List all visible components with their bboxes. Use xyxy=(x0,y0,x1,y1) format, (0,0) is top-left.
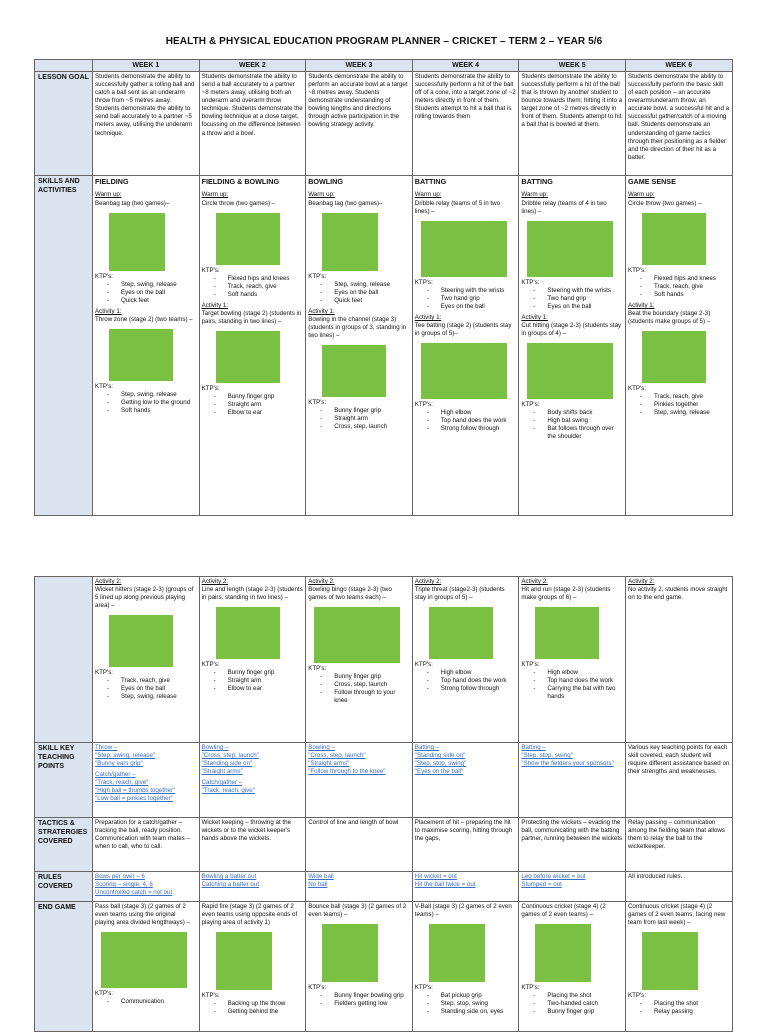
activity-diagram xyxy=(642,331,706,383)
ktp-item: - Communication xyxy=(121,998,197,1006)
ktp-item: - Two hand grip xyxy=(441,295,517,303)
ktp-item: - Quick feet xyxy=(121,297,197,305)
ktp-item: - Eyes on the ball xyxy=(121,685,197,693)
rules-cell xyxy=(519,872,626,902)
ktp-item: - Two hand grip xyxy=(547,295,623,303)
ktp-list xyxy=(628,393,730,417)
rules-cell xyxy=(306,872,413,902)
activity2-cell xyxy=(625,577,732,743)
end-game-cell xyxy=(625,902,732,1032)
skill-point: "Eyes on the ball" xyxy=(414,768,464,776)
activity-diagram xyxy=(216,331,280,383)
rules-cell xyxy=(625,872,732,902)
skills-cell xyxy=(306,176,413,516)
rule-item: Hit the ball twice = out xyxy=(414,881,476,889)
rules-cell xyxy=(412,872,519,902)
ktp-item: - Standing side on, eyes xyxy=(441,1008,517,1016)
ktp-label: KTP's: xyxy=(95,272,114,280)
ktp-item: - Straight arm xyxy=(334,415,410,423)
warmup-diagram xyxy=(421,221,507,277)
ktp-label: KTP's: xyxy=(201,661,220,669)
ktp-item: - Two-handed catch xyxy=(547,1000,623,1008)
ktp-item: - Track, reach, give xyxy=(228,283,304,291)
ktp-item: - Bunny finger grip xyxy=(228,669,304,677)
activity-text: Tee batting (stage 2) (students stay in groups of 5)– xyxy=(414,321,512,338)
ktp-label: KTP's: xyxy=(308,665,327,673)
activity-text: Bowling in the channel (stage 3) (students in groups of 3, standing in two lines) – xyxy=(308,315,407,340)
week-header: WEEK 6 xyxy=(625,60,732,72)
ktp-item: - High elbow xyxy=(441,409,517,417)
end-game-text: Rapid fire (stage 3) (2 games of 2 even teams using opposite ends of playing area of activity 1) xyxy=(201,903,298,927)
row-label-lesson-goal: LESSON GOAL xyxy=(35,72,93,176)
skill-point: "Standing side on" xyxy=(414,752,466,760)
activity-heading: GAME SENSE xyxy=(627,177,676,187)
ktp-label: KTP's: xyxy=(95,382,114,390)
ktp-list xyxy=(308,281,410,305)
ktp-list xyxy=(308,992,410,1008)
warmup-text: Circle throw (two games) – xyxy=(201,199,276,207)
ktp-item: - Step, swing, release xyxy=(121,693,197,701)
ktp-list xyxy=(521,669,623,701)
warmup-text: Circle throw (two games) – xyxy=(627,199,702,207)
week-header: WEEK 4 xyxy=(412,60,519,72)
activity-label: Activity 2: xyxy=(627,578,655,585)
ktp-list xyxy=(202,393,304,417)
ktp-list xyxy=(95,677,197,701)
ktp-item: - Bunny finger grip xyxy=(334,407,410,415)
ktp-list xyxy=(521,409,623,441)
ktp-item: - Eyes on the ball xyxy=(441,303,517,311)
row-label-tactics: TACTICS & STRATERGIES COVERED xyxy=(35,818,93,872)
ktp-label: KTP's: xyxy=(521,984,540,992)
rule-item: Uncontrolled catch = not out xyxy=(95,889,173,897)
ktp-item: - Elbow to ear xyxy=(228,685,304,693)
rule-item: Leg before wicket = out xyxy=(521,873,586,880)
ktp-list xyxy=(521,287,623,311)
ktp-list xyxy=(415,669,517,693)
skill-point: "Bunny ears grip" xyxy=(95,760,143,768)
ktp-label: KTP's: xyxy=(201,385,220,393)
ktp-item: - Track, reach, give xyxy=(654,393,730,401)
ktp-item: - Steering with the wrists xyxy=(441,287,517,295)
ktp-item: - Getting behind the xyxy=(228,1008,304,1016)
activity-heading: BATTING xyxy=(414,177,447,187)
ktp-item: - Step, swing, release xyxy=(654,409,730,417)
ktp-item: - Flexed hips and knees xyxy=(228,275,304,283)
activity2-diagram xyxy=(216,607,280,659)
warmup-diagram xyxy=(642,213,706,265)
week-header: WEEK 2 xyxy=(199,60,306,72)
ktp-label: KTP's: xyxy=(627,266,646,274)
skills-cell xyxy=(93,176,200,516)
end-game-text: Continuous cricket (stage 4) (2 games of 2 even teams, facing new team from last week) – xyxy=(627,903,726,927)
ktp-list xyxy=(415,287,517,311)
rule-item: Bowling a batter out xyxy=(201,873,257,880)
ktp-list xyxy=(628,1000,730,1016)
ktp-list xyxy=(202,1000,304,1016)
skill-point: "Straight arms" xyxy=(308,760,350,768)
ktp-label: KTP's: xyxy=(414,278,433,286)
ktp-item: - High elbow xyxy=(441,669,517,677)
ktp-item: - Quick feet xyxy=(334,297,410,305)
rule-item: No ball xyxy=(308,881,328,889)
ktp-item: - Eyes on the ball xyxy=(547,303,623,311)
skill-point: "Show the fielders your sponsors" xyxy=(521,760,614,768)
rule-item: Wide ball xyxy=(308,873,334,880)
ktp-list xyxy=(415,992,517,1016)
row-label-blank xyxy=(35,577,93,743)
ktp-item: - Flexed hips and knees xyxy=(654,275,730,283)
lesson-goal-cell: Students demonstrate the ability to perform an accurate bowl at a target ~8 metres away. Students demonstrate understanding of bowling lengths and directions through active participation in the bowling strategy activity. xyxy=(306,72,413,176)
ktp-item: - Step, swing, release xyxy=(121,281,197,289)
tactics-cell: Preparation for a catch/gather – tracking the ball, ready position. Communication with team mates – when to call, who to call. xyxy=(93,818,200,872)
end-game-cell xyxy=(93,902,200,1032)
ktp-list xyxy=(628,275,730,299)
planner-table-top xyxy=(34,59,733,516)
activity-diagram xyxy=(322,345,386,397)
row-label-end-game: END GAME xyxy=(35,902,93,1032)
activity-heading: FIELDING & BOWLING xyxy=(201,177,280,187)
activity-heading: BATTING xyxy=(521,177,553,187)
lesson-goal-cell: Students demonstrate the ability to successfully perform a hit of the ball that is thrown by another student to bounce towards them; hitting it into a target zone of ~2 metres directly in front of them. Students attempt to hit a ball that is bowled at them. xyxy=(519,72,626,176)
ktp-label: KTP's: xyxy=(201,266,220,274)
tactics-cell: Relay passing – communication among the fielding team that allows them to relay the ball to the wicketkeeper. xyxy=(625,818,732,872)
warmup-text: Beanbag tag (two games)– xyxy=(95,199,170,207)
ktp-label: KTP's: xyxy=(414,984,433,992)
warmup-diagram xyxy=(527,221,613,277)
ktp-label: KTP's: xyxy=(414,661,433,669)
lesson-goal-cell: Students demonstrate the ability to successfully perform a hit of the ball off of a cone, into a target zone of ~2 meters directly in front of them. Students attempt to hit a ball that is rolling towards them xyxy=(412,72,519,176)
ktp-item: - Top hand does the work xyxy=(441,677,517,685)
activity2-diagram xyxy=(429,607,493,659)
rule-item: Catching a batter out xyxy=(201,881,260,889)
tactics-cell: Protecting the wickets – evading the ball, communicating with the batting partner, running between the wickets xyxy=(519,818,626,872)
rule-item: Scoring – single, 4, 6 xyxy=(95,881,153,889)
ktp-list xyxy=(308,673,410,705)
skill-points-heading: Catch/gather – xyxy=(201,779,243,787)
ktp-item: - Backing up the throw xyxy=(228,1000,304,1008)
skill-points-heading: Bowling – xyxy=(308,744,336,751)
skill-points-row xyxy=(35,743,733,818)
ktp-item: - Step, stop, swing xyxy=(441,1000,517,1008)
ktp-item: - Body shifts back xyxy=(547,409,623,417)
activity-label: Activity 1: xyxy=(308,307,335,315)
ktp-item: - High elbow xyxy=(547,669,623,677)
ktp-list xyxy=(95,391,197,415)
skill-points-cell xyxy=(625,743,732,818)
skill-points-heading: Bowling – xyxy=(201,744,229,751)
end-game-text: Bounce ball (stage 3) (2 games of 2 even teams) – xyxy=(308,903,407,919)
ktp-item: - Top hand does the work xyxy=(441,417,517,425)
skills-row xyxy=(35,176,733,516)
ktp-label: KTP's: xyxy=(414,401,433,409)
week-header: WEEK 5 xyxy=(519,60,626,72)
end-game-cell xyxy=(519,902,626,1032)
skills-cell xyxy=(412,176,519,516)
tactics-row xyxy=(35,818,733,872)
skill-points-cell xyxy=(199,743,306,818)
ktp-item: - Cross, step, launch xyxy=(334,423,410,431)
rules-row xyxy=(35,872,733,902)
activity-text: Throw zone (stage 2) (two teams) – xyxy=(95,315,193,323)
ktp-item: - Steering with the wrists xyxy=(547,287,623,295)
warmup-label: Warm up: xyxy=(95,191,122,199)
ktp-list xyxy=(415,409,517,433)
skill-points-cell xyxy=(306,743,413,818)
row-label-skill-points: SKILL KEY TEACHING POINTS xyxy=(35,743,93,818)
ktp-item: - High bat swing xyxy=(547,417,623,425)
activity-label: Activity 1: xyxy=(521,313,548,321)
activity-label: Activity 1: xyxy=(414,313,442,321)
ktp-item: - Bunny finger grip xyxy=(228,393,304,401)
ktp-item: - Bat pickup grip xyxy=(441,992,517,1000)
ktp-list xyxy=(521,992,623,1016)
skill-points-heading: Catch/gather – xyxy=(95,771,136,779)
warmup-text: Beanbag tag (two games)– xyxy=(308,199,383,207)
planner-table-bottom xyxy=(34,576,733,1032)
activity-heading: BOWLING xyxy=(308,177,343,187)
row-label-rules: RULES COVERED xyxy=(35,872,93,902)
end-game-diagram xyxy=(642,932,698,990)
ktp-item: - Cross, step, launch xyxy=(334,681,410,689)
ktp-item: - Track, reach, give xyxy=(121,677,197,685)
activity2-row xyxy=(35,577,733,743)
warmup-label: Warm up: xyxy=(201,191,229,199)
ktp-item: - Soft hands xyxy=(228,291,304,299)
ktp-item: - Top hand does the work xyxy=(547,677,623,685)
skill-points-cell xyxy=(519,743,626,818)
ktp-list xyxy=(308,407,410,431)
activity-text: Bowling bingo (stage 2-3) (two games of two teams each) – xyxy=(308,586,392,602)
end-game-cell xyxy=(412,902,519,1032)
ktp-item: - Step, swing, release xyxy=(121,391,197,399)
activity-diagram xyxy=(421,343,507,399)
activity-text: Hit and run (stage 2-3) (students make groups of 6) – xyxy=(521,586,611,602)
warmup-diagram xyxy=(216,213,280,265)
rule-item: All introduced rules. xyxy=(627,873,683,880)
skill-point: "Standing side on" xyxy=(201,760,253,768)
lesson-goal-cell: Students demonstrate the ability to send a ball accurately to a partner ~8 meters away, utilising both an underarm and overarm throw technique. Students demonstrate the bowling technique at a close target, focussing on the difference between a throw and a bowl. xyxy=(199,72,306,176)
ktp-item: - Eyes on the ball xyxy=(121,289,197,297)
skill-point: "Step, swing, release" xyxy=(95,752,156,760)
ktp-label: KTP's: xyxy=(308,272,327,280)
ktp-item: - Pinkies together xyxy=(654,401,730,409)
ktp-item: - Soft hands xyxy=(121,407,197,415)
lesson-goal-cell: Students demonstrate the ability to successfully perform the basic skill of each position – an accurate overarm/underarm throw, an accurate bowl, a successful hit and a successful gather/catch of a moving ball. Students demonstrate an understanding of game tactics through their positioning as a fielder and the direction of their hit as a batter. xyxy=(625,72,732,176)
end-game-diagram xyxy=(101,932,187,988)
ktp-label: KTP's: xyxy=(627,385,646,393)
skills-cell xyxy=(625,176,732,516)
ktp-label: KTP's: xyxy=(308,984,327,992)
ktp-list xyxy=(202,275,304,299)
end-game-cell xyxy=(306,902,413,1032)
tactics-cell: Wicket keeping – throwing at the wickets or to the wicket keeper's hands above the wickets. xyxy=(199,818,306,872)
ktp-item: - Elbow to ear xyxy=(228,409,304,417)
ktp-list xyxy=(202,669,304,693)
activity-text: Triple threat (stage2-3) (students stay in groups of 5) – xyxy=(414,586,505,602)
tactics-cell: Placement of hit – preparing the hit to maximise scoring, hitting through the gaps, xyxy=(412,818,519,872)
end-game-text: V-Ball (stage 3) (2 games of 2 even teams) – xyxy=(414,903,512,919)
activity-diagram xyxy=(109,329,173,381)
skill-point: "High ball = thumbs together" xyxy=(95,787,176,795)
warmup-label: Warm up: xyxy=(414,191,442,199)
ktp-item: - Relay passing xyxy=(654,1008,730,1016)
activity-heading: FIELDING xyxy=(95,177,129,187)
rule-item: Bows per over – 6 xyxy=(95,873,145,880)
activity2-cell xyxy=(306,577,413,743)
rules-cell xyxy=(93,872,200,902)
ktp-label: KTP's: xyxy=(521,278,540,286)
activity2-cell xyxy=(93,577,200,743)
skill-point: "Step, stop, swing" xyxy=(521,752,573,760)
warmup-diagram xyxy=(109,213,165,271)
skill-points-text: Various key teaching points for each skill covered, each student will require different assistance based on their strengths and weaknesses. xyxy=(627,744,730,776)
end-game-diagram xyxy=(429,924,485,982)
activity-label: Activity 2: xyxy=(95,578,122,585)
end-game-row xyxy=(35,902,733,1032)
skill-point: "Track, reach, give" xyxy=(201,787,255,795)
skill-points-cell xyxy=(412,743,519,818)
activity-label: Activity 2: xyxy=(521,578,548,585)
rule-item: Stumped = out xyxy=(521,881,562,889)
ktp-label: KTP's: xyxy=(627,992,646,1000)
activity2-cell xyxy=(412,577,519,743)
skill-points-heading: Batting – xyxy=(414,744,440,751)
activity-text: No activity 2, students move straight on to the end game. xyxy=(627,586,728,602)
ktp-item: - Placing the shot xyxy=(547,992,623,1000)
activity-text: Target bowling (stage 2) (students in pairs, standing in two lines) – xyxy=(201,309,302,325)
end-game-diagram xyxy=(216,932,272,990)
activity2-diagram xyxy=(109,615,173,667)
ktp-item: - Strong follow through xyxy=(441,425,517,433)
rule-item: Hit wicket = out xyxy=(414,873,457,880)
row-label-skills: SKILLS AND ACTIVITIES xyxy=(35,176,93,516)
skill-points-heading: Throw – xyxy=(95,744,118,751)
ktp-item: - Getting low to the ground xyxy=(121,399,197,407)
skill-point: "Cross, step, launch" xyxy=(308,752,366,760)
warmup-text: Dribble relay (teams of 5 in two lines) – xyxy=(414,199,501,215)
ktp-item: - Follow through to your knee xyxy=(334,689,410,705)
warmup-diagram xyxy=(322,213,378,271)
ktp-item: - Bunny finger bowling grip xyxy=(334,992,410,1000)
ktp-item: - Step, swing, release xyxy=(334,281,410,289)
activity-label: Activity 2: xyxy=(308,578,335,585)
ktp-list xyxy=(95,998,197,1006)
ktp-item: - Bunny finger grip xyxy=(334,673,410,681)
corner-cell xyxy=(35,60,93,72)
activity-text: Wicket hitters (stage 2-3) (groups of 5 lined up along previous playing area) – xyxy=(95,586,194,610)
skill-point: "Track, reach, give" xyxy=(95,779,149,787)
activity-diagram xyxy=(527,343,613,399)
skill-point: "Follow through to the knee" xyxy=(308,768,386,776)
activity2-cell xyxy=(519,577,626,743)
ktp-label: KTP's: xyxy=(308,399,327,407)
ktp-list xyxy=(95,281,197,305)
activity-text: Line and length (stage 2-3) (students in pairs, standing in two lines) – xyxy=(201,586,303,602)
tactics-cell: Control of line and length of bowl xyxy=(306,818,413,872)
skill-points-cell xyxy=(93,743,200,818)
activity-label: Activity 1: xyxy=(201,301,229,309)
activity-text: Cut hitting (stage 2-3) (students stay in groups of 4) – xyxy=(521,321,622,338)
activity-label: Activity 1: xyxy=(95,307,122,315)
warmup-text: Dribble relay (teams of 4 in two lines) – xyxy=(521,199,607,215)
ktp-item: - Strong follow through xyxy=(441,685,517,693)
activity2-diagram xyxy=(535,607,599,659)
warmup-label: Warm up: xyxy=(521,191,548,199)
ktp-item: - Eyes on the ball xyxy=(334,289,410,297)
week-header: WEEK 3 xyxy=(306,60,413,72)
end-game-diagram xyxy=(322,924,378,982)
activity2-diagram xyxy=(314,607,400,663)
skill-point: "Low ball = pinkies together" xyxy=(95,795,173,803)
end-game-cell xyxy=(199,902,306,1032)
ktp-item: - Bat follows through over the shoulder xyxy=(547,425,623,441)
ktp-label: KTP's: xyxy=(95,990,114,998)
ktp-item: - Fielders getting low xyxy=(334,1000,410,1008)
skills-cell xyxy=(519,176,626,516)
ktp-label: KTP's: xyxy=(95,669,114,677)
lesson-goal-cell: Students demonstrate the ability to successfully gather a rolling ball and catch a ball sent as an underarm throw from ~5 metres away. Students demonstrate the ability to send ball accurately to a partner ~5 meters away, utilising the underarm technique. xyxy=(93,72,200,176)
ktp-item: - Bunny finger grip xyxy=(547,1008,623,1016)
skill-point: "Straight arms" xyxy=(201,768,243,776)
ktp-label: KTP's: xyxy=(201,992,220,1000)
activity2-cell xyxy=(199,577,306,743)
activity-label: Activity 1: xyxy=(627,301,655,309)
ktp-item: - Carrying the bat with two hands xyxy=(547,685,623,701)
warmup-label: Warm up: xyxy=(627,191,655,199)
ktp-item: - Placing the shot xyxy=(654,1000,730,1008)
skill-point: "Cross, step, launch" xyxy=(201,752,259,760)
end-game-text: Pass ball (stage 3) (2 games of 2 even teams using the original playing area divided lengthways) – xyxy=(95,903,190,927)
ktp-label: KTP's: xyxy=(521,401,540,409)
skill-points-heading: Batting – xyxy=(521,744,546,751)
skill-point: "Step, stop, swing" xyxy=(414,760,467,768)
end-game-diagram xyxy=(535,924,591,982)
end-game-text: Continuous cricket (stage 4) (2 games of 2 even teams) – xyxy=(521,903,606,919)
skills-cell xyxy=(199,176,306,516)
activity-label: Activity 2: xyxy=(414,578,442,585)
page-title: HEALTH & PHYSICAL EDUCATION PROGRAM PLANNER – CRICKET – TERM 2 – YEAR 5/6 xyxy=(165,36,603,47)
ktp-item: - Soft hands xyxy=(654,291,730,299)
ktp-label: KTP's: xyxy=(521,661,540,669)
ktp-item: - Straight arm xyxy=(228,401,304,409)
ktp-item: - Straight arm xyxy=(228,677,304,685)
ktp-item: - Track, reach, give xyxy=(654,283,730,291)
warmup-label: Warm up: xyxy=(308,191,335,199)
rules-cell xyxy=(199,872,306,902)
week-header: WEEK 1 xyxy=(93,60,200,72)
activity-label: Activity 2: xyxy=(201,578,229,585)
activity-text: Beat the boundary (stage 2-3) (students make groups of 5) – xyxy=(627,309,711,325)
